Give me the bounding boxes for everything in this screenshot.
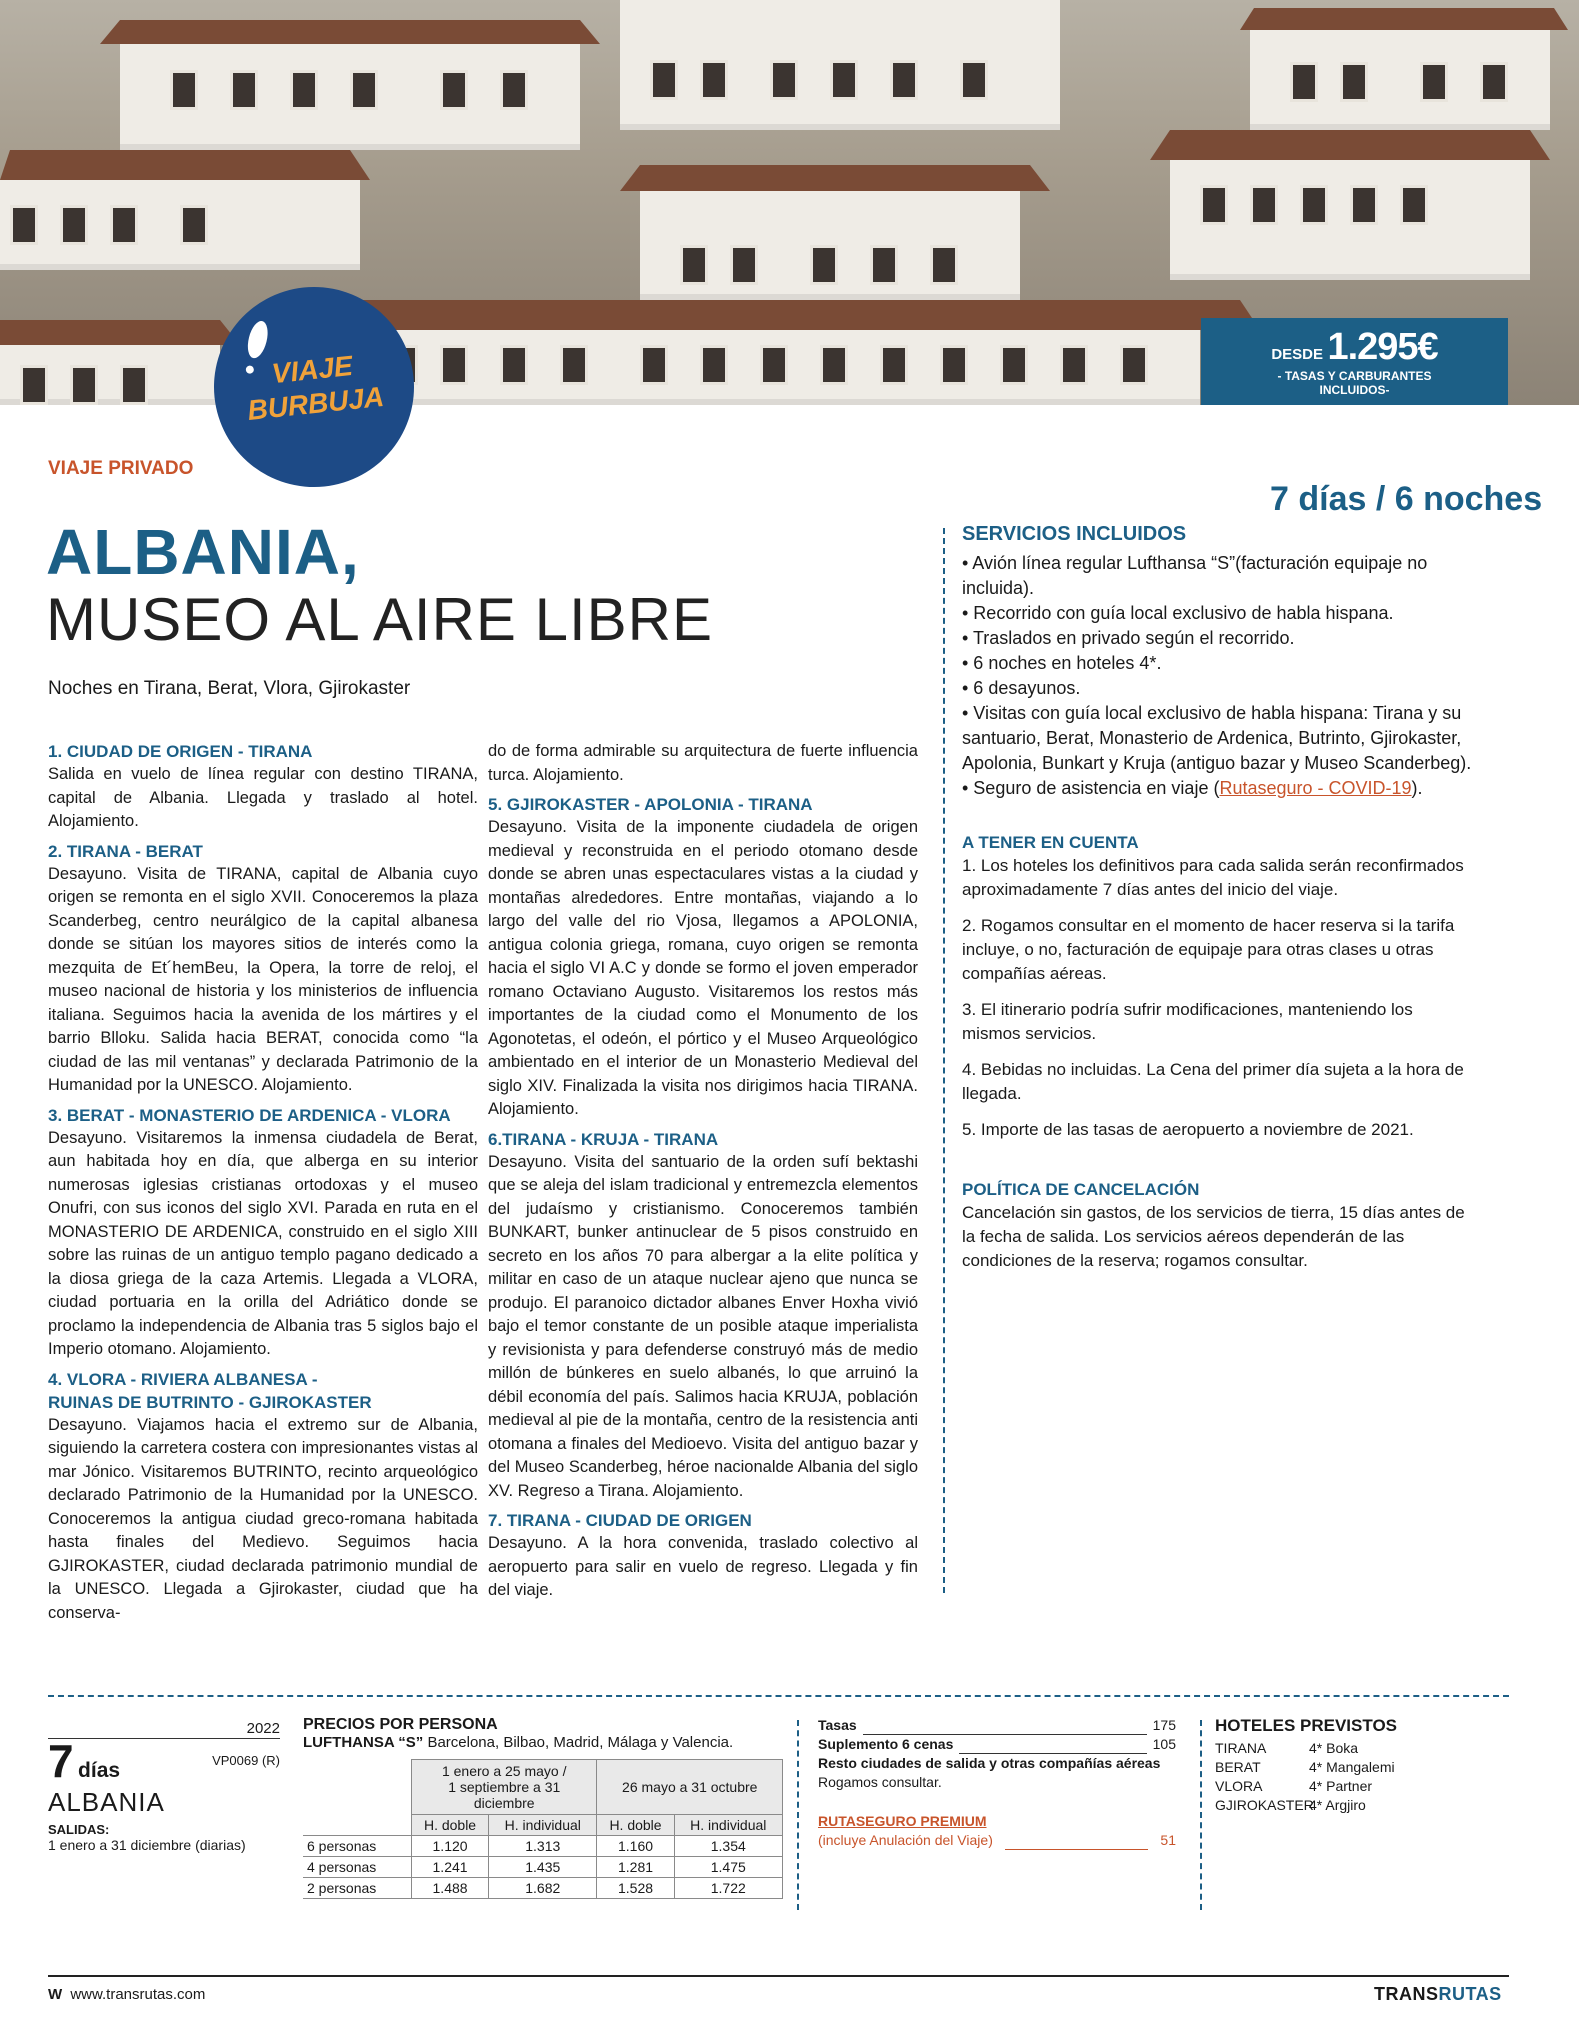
hotel-name: 4* Argjiro — [1309, 1797, 1366, 1813]
bottom-divider-1 — [797, 1720, 799, 1910]
rutaseguro-link[interactable]: Rutaseguro - COVID-19 — [1219, 778, 1412, 798]
row-label: 4 personas — [303, 1857, 412, 1878]
col-doble: H. doble — [412, 1815, 489, 1836]
cenas-row — [818, 1735, 1176, 1754]
day-4-title-2: RUINAS DE BUTRINTO - GJIROKASTER — [48, 1392, 372, 1412]
services-column — [962, 522, 1472, 1273]
prices-cities: Barcelona, Bilbao, Madrid, Málaga y Valencia. — [423, 1734, 734, 1751]
price-cell: 1.488 — [412, 1878, 489, 1899]
cenas-label: Suplemento 6 cenas — [818, 1736, 954, 1752]
service-item: • 6 desayunos. — [962, 678, 1081, 698]
service-item-insurance — [962, 776, 1472, 801]
hotel-row — [1215, 1777, 1495, 1796]
cenas-value: 105 — [1152, 1736, 1176, 1752]
tasas-value: 175 — [1152, 1717, 1176, 1733]
notes-title: A TENER EN CUENTA — [962, 833, 1139, 852]
resto-label: Resto ciudades de salida y otras compañías aéreas — [818, 1755, 1161, 1771]
col-doble: H. doble — [597, 1815, 674, 1836]
summary-days-word: días — [78, 1759, 121, 1782]
day-7-text: Desayuno. A la hora convenida, traslado colectivo al aeropuerto para salir en vuelo de regreso. Llegada y fin del viaje. — [488, 1534, 918, 1599]
price-cell: 1.682 — [489, 1878, 597, 1899]
itinerary-col-1 — [48, 734, 478, 1625]
price-cell: 1.313 — [489, 1836, 597, 1857]
day-1-title: 1. CIUDAD DE ORIGEN - TIRANA — [48, 742, 313, 761]
page-subtitle: MUSEO AL AIRE LIBRE — [46, 586, 714, 653]
hotels-block — [1215, 1716, 1495, 1815]
summary-days-num: 7 — [48, 1735, 74, 1787]
price-prefix: DESDE — [1271, 346, 1323, 363]
bubble-dot-icon — [245, 365, 254, 374]
departures-label: SALIDAS: — [48, 1822, 110, 1837]
hotel-name: 4* Boka — [1309, 1740, 1359, 1756]
departures-text: 1 enero a 31 diciembre (diarias) — [48, 1837, 246, 1853]
hotel-name: 4* Mangalemi — [1309, 1759, 1395, 1775]
cancellation-title: POLÍTICA DE CANCELACIÓN — [962, 1180, 1200, 1199]
section-divider — [48, 1695, 1509, 1697]
hotel-city: GJIROKASTER — [1215, 1797, 1314, 1813]
price-note-1: - TASAS Y CARBURANTES — [1277, 369, 1432, 383]
hotel-city: BERAT — [1215, 1759, 1261, 1775]
page-title: ALBANIA, — [46, 516, 360, 588]
brand-bold: TRANS — [1374, 1984, 1439, 2004]
table-row — [303, 1836, 783, 1857]
price-cell: 1.281 — [597, 1857, 674, 1878]
period-2-header: 26 mayo a 31 octubre — [597, 1760, 783, 1815]
page-letter: W — [48, 1986, 63, 2003]
duration: 7 días / 6 noches — [1270, 480, 1543, 518]
hotel-city: TIRANA — [1215, 1740, 1267, 1756]
table-row — [303, 1878, 783, 1899]
col-individual: H. individual — [674, 1815, 782, 1836]
services-title: SERVICIOS INCLUIDOS — [962, 523, 1187, 545]
footer-url-block — [48, 1986, 205, 2003]
itinerary-col-2 — [488, 734, 918, 1603]
price-cell: 1.241 — [412, 1857, 489, 1878]
hotels-title: HOTELES PREVISTOS — [1215, 1716, 1398, 1735]
footer-rule — [48, 1975, 1509, 1977]
price-cell: 1.120 — [412, 1836, 489, 1857]
note-item: 5. Importe de las tasas de aeropuerto a noviembre de 2021. — [962, 1120, 1414, 1139]
rutaseguro-label: RUTASEGURO PREMIUM — [818, 1813, 987, 1829]
service-item: • Recorrido con guía local exclusivo de habla hispana. — [962, 603, 1394, 623]
tasas-label: Tasas — [818, 1717, 857, 1733]
extras-block — [818, 1716, 1176, 1850]
day-4-title-1: 4. VLORA - RIVIERA ALBANESA - — [48, 1369, 318, 1389]
service-item: • Avión línea regular Lufthansa “S”(facturación equipaje no incluida). — [962, 553, 1428, 598]
day-4-text: Desayuno. Viajamos hacia el extremo sur de Albania, siguiendo la carretera costera con impresionantes vistas al mar Jónico. Visitaremos BUTRINTO, recinto arqueológico declarado Patrimonio de la Humanidad por la UNESCO. Conoceremos la antigua ciudad greco-romana habitada hasta finales del Medievo. Seguimos hacia GJIROKASTER, ciudad declarada patrimonio mundial de la UNESCO. Llegada a Gjirokaster, ciudad que ha conserva- — [48, 1415, 478, 1622]
day-4-text-cont: do de forma admirable su arquitectura de fuerte influencia turca. Alojamiento. — [488, 742, 918, 784]
price-cell: 1.722 — [674, 1878, 782, 1899]
note-item: 2. Rogamos consultar en el momento de hacer reserva si la tarifa incluye, o no, facturación de equipaje para otras clases u otras compañías aéreas. — [962, 916, 1455, 983]
day-6-text: Desayuno. Visita del santuario de la orden sufí bektashi que se aleja del islam tradicional y entremezcla elementos del judaísmo y cristianismo. Conoceremos también BUNKART, bunker antinuclear de 5 pisos construido en secreto en los años 70 para albergar a la elite política y militar en caso de un ataque nuclear ajeno que nunca se produjo. El paranoico dictador albanes Enver Hoxha vivió bajo el temor constante de un posible ataque imperialista y revisionista y para defenderse construyó más de medio millón de búnkeres en suelo albanés, lo que arruinó la débil economía del país. Salimos hacia KRUJA, población medieval al pie de la montaña, centro de la resistencia anti otomana a finales del Medioevo. Visita del antiguo bazar y del Museo Scanderbeg, héroe nacionalde Albania del siglo XV. Regreso a Tirana. Alojamiento. — [488, 1152, 918, 1500]
day-1-text: Salida en vuelo de línea regular con destino TIRANA, capital de Albania. Llegada y traslado al hotel. Alojamiento. — [48, 765, 478, 830]
table-row — [303, 1857, 783, 1878]
service-item: • Visitas con guía local exclusivo de habla hispana: Tirana y su santuario, Berat, Monasterio de Ardenica, Butrinto, Gjirokaster, Apolonia, Bunkart y Kruja (antiguo bazar y Museo Scanderbeg). — [962, 703, 1472, 773]
day-3-title: 3. BERAT - MONASTERIO DE ARDENICA - VLORA — [48, 1105, 451, 1125]
summary-year: 2022 — [243, 1720, 280, 1737]
services-list — [962, 551, 1472, 801]
rutaseguro-row — [818, 1831, 1176, 1850]
price-note-2: INCLUIDOS- — [1319, 383, 1390, 397]
row-label: 6 personas — [303, 1836, 412, 1857]
badge-line-1: VIAJE — [270, 349, 355, 390]
note-item: 1. Los hoteles los definitivos para cada salida serán reconfirmados aproximadamente 7 días antes del inicio del viaje. — [962, 856, 1464, 899]
rutaseguro-sub: (incluye Anulación del Viaje) — [818, 1832, 993, 1848]
summary-destination: ALBANIA — [48, 1787, 165, 1817]
day-3-text: Desayuno. Visitaremos la inmensa ciudadela de Berat, aun habitada hoy en día, que alberga en su interior numerosas iglesias cristianas ortodoxas y el museo Onufri, con sus iconos del siglo XVI. Parada en ruta en el MONASTERIO DE ARDENICA, construido en el siglo XIII sobre las ruinas de un antiguo templo pagano dedicado a la diosa griega de la caza Artemis. Llegada a VLORA, ciudad portuaria en la orilla del Adriático donde se proclamo la independencia de Albania tras 5 siglos bajo el Imperio otomano. Alojamiento. — [48, 1128, 478, 1358]
badge-line-2: BURBUJA — [246, 380, 386, 426]
period-1-line-2: 1 septiembre a 31 diciembre — [448, 1779, 561, 1811]
brand-logo — [1374, 1984, 1502, 2005]
prices-block — [303, 1716, 783, 1899]
hotel-row — [1215, 1758, 1495, 1777]
col-individual: H. individual — [489, 1815, 597, 1836]
insurance-suffix: ). — [1411, 778, 1423, 798]
day-5-title: 5. GJIROKASTER - APOLONIA - TIRANA — [488, 795, 813, 814]
row-label: 2 personas — [303, 1878, 412, 1899]
price-box — [1201, 318, 1508, 405]
prices-table — [303, 1759, 783, 1899]
resto-text: Rogamos consultar. — [818, 1774, 942, 1790]
day-7-title: 7. TIRANA - CIUDAD DE ORIGEN — [488, 1511, 752, 1530]
notes-list — [962, 854, 1472, 1142]
bubble-shine-icon — [244, 319, 271, 360]
price-cell: 1.160 — [597, 1836, 674, 1857]
hotel-row — [1215, 1796, 1495, 1815]
price-cell: 1.354 — [674, 1836, 782, 1857]
tasas-row — [818, 1716, 1176, 1735]
column-divider — [943, 528, 945, 1593]
summary-code: VP0069 (R) — [212, 1753, 280, 1768]
day-5-text: Desayuno. Visita de la imponente ciudadela de origen medieval y reconstruida en el periodo otomano desde donde se abren unas espectaculares vistas a la ciudad y montañas alrededores. Entre montañas, viajando a lo largo del valle del rio Vjosa, llegamos a APOLONIA, antigua colonia griega, romana, cuyo origen se remonta hacia el siglo VI A.C y donde se formo el joven emperador romano Octaviano Augusto. Visitaremos los restos más importantes de la ciudad como el Monumento de los Agonotetas, el odeón, el pórtico y el Museo Arqueológico ambientado en el interior de un Monasterio Medieval del siglo XIV. Finalizada la visita nos dirigimos hacia TIRANA. Alojamiento. — [488, 818, 918, 1118]
rutaseguro-value: 51 — [1160, 1832, 1176, 1848]
day-6-title: 6.TIRANA - KRUJA - TIRANA — [488, 1129, 719, 1149]
service-item: • Traslados en privado según el recorrido. — [962, 628, 1295, 648]
bottom-divider-2 — [1200, 1720, 1202, 1910]
prices-title: PRECIOS POR PERSONA — [303, 1716, 498, 1733]
price-cell: 1.435 — [489, 1857, 597, 1878]
footer-url-link[interactable]: www.transrutas.com — [70, 1986, 206, 2003]
note-item: 3. El itinerario podría sufrir modificaciones, manteniendo los mismos servicios. — [962, 1000, 1413, 1043]
price-cell: 1.475 — [674, 1857, 782, 1878]
hotel-city: VLORA — [1215, 1778, 1263, 1794]
insurance-prefix: • Seguro de asistencia en viaje ( — [962, 778, 1220, 798]
note-item: 4. Bebidas no incluidas. La Cena del primer día sujeta a la hora de llegada. — [962, 1060, 1464, 1103]
prices-airline: LUFTHANSA “S” — [303, 1734, 424, 1751]
nights-line: Noches en Tirana, Berat, Vlora, Gjirokaster — [48, 678, 411, 699]
brand-rest: RUTAS — [1438, 1984, 1502, 2004]
trip-summary — [48, 1720, 280, 1853]
cancellation-text: Cancelación sin gastos, de los servicios de tierra, 15 días antes de la fecha de salida. Los servicios aéreos dependerán de las condiciones de la reserva; rogamos consultar. — [962, 1203, 1465, 1270]
period-1-header — [412, 1760, 597, 1815]
hotel-name: 4* Partner — [1309, 1778, 1373, 1794]
day-2-text: Desayuno. Visita de TIRANA, capital de Albania cuyo origen se remonta en el siglo XVII. Conoceremos la plaza Scanderbeg, centro neurálgico de la capital albanesa donde se sitúan los mayores sitios de interés como la mezquita de Et´hemBeu, la Opera, la torre de reloj, el museo nacional de historia y los ministerios de influencia italiana. Seguimos hacia la avenida de los mártires y el barrio Blloku. Salida hacia BERAT, conocida como “la ciudad de las mil ventanas” y declarada Patrimonio de la Humanidad por la UNESCO. Alojamiento. — [48, 864, 478, 1094]
hotel-row — [1215, 1739, 1495, 1758]
price-amount: 1.295€ — [1327, 326, 1438, 368]
price-cell: 1.528 — [597, 1878, 674, 1899]
service-item: • 6 noches en hoteles 4*. — [962, 653, 1162, 673]
day-2-title: 2. TIRANA - BERAT — [48, 841, 203, 861]
period-1-line-1: 1 enero a 25 mayo / — [441, 1763, 567, 1779]
kicker: VIAJE PRIVADO — [48, 458, 194, 479]
